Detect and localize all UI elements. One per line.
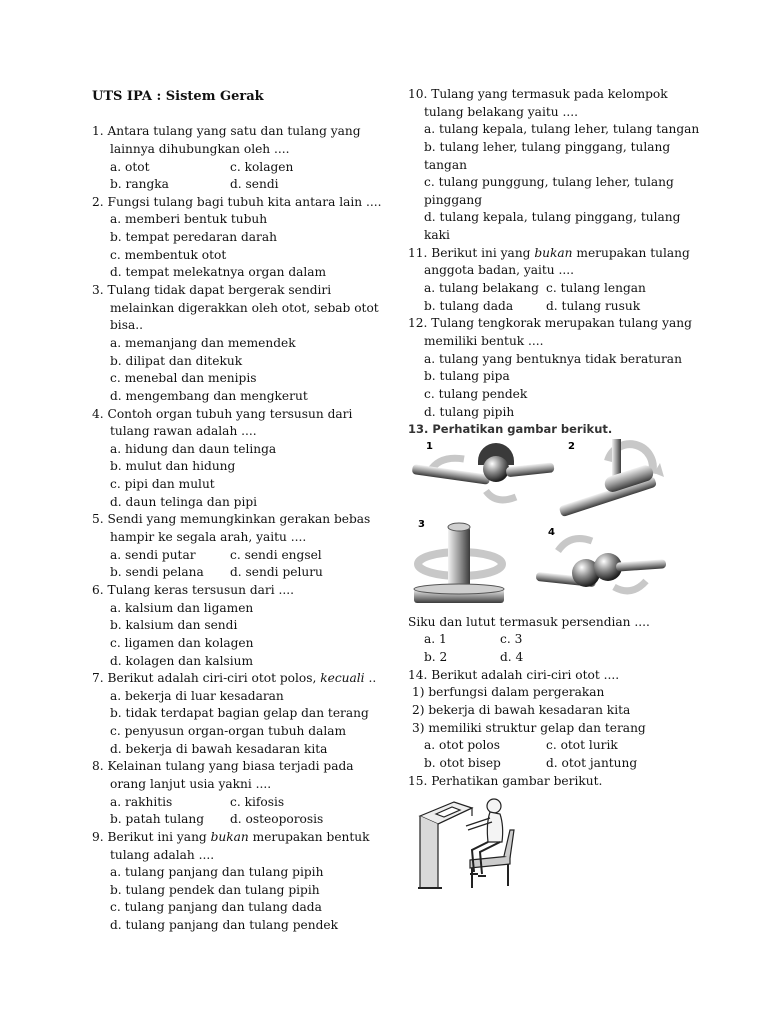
joint-2-hinge [559,439,664,517]
page-title: UTS IPA : Sistem Gerak [92,89,264,104]
option-row [408,649,683,667]
option-cont: tangan [424,157,467,172]
option[interactable]: d. tulang panjang dan tulang pendek [110,918,338,933]
question-10: 10. Tulang yang termasuk pada kelompok [408,87,668,101]
statement-item: 3) memiliki struktur gelap dan terang [412,720,646,735]
question-5-cont: hampir ke segala arah, yaitu .... [110,530,307,545]
question-8: 8. Kelainan tulang yang biasa terjadi pada [92,759,354,774]
left-column [92,86,392,935]
option-row [408,298,683,316]
option[interactable]: d. tulang rusuk [546,298,641,313]
question-13: Siku dan lutut termasuk persendian .... [408,614,650,629]
question-6: 6. Tulang keras tersusun dari .... [92,582,295,597]
option[interactable]: b. sendi pelana [110,565,204,580]
option[interactable]: c. membentuk otot [110,247,227,262]
question-3-cont: melainkan digerakkan oleh otot, sebab otot [110,300,379,315]
option[interactable]: b. 2 [424,650,448,665]
question-3: 3. Tulang tidak dapat bergerak sendiri [92,283,332,298]
question-11: 11. Berikut ini yang bukan merupakan tulang [408,245,690,260]
option[interactable]: a. otot [110,159,150,174]
option[interactable]: d. daun telinga dan pipi [110,494,258,509]
option[interactable]: a. bekerja di luar kesadaran [110,688,284,703]
option[interactable]: a. tulang belakang [424,281,539,296]
option[interactable]: d. 4 [500,650,524,665]
option[interactable]: d. mengembang dan mengkerut [110,388,308,403]
option[interactable]: a. kalsium dan ligamen [110,600,254,615]
option[interactable]: a. sendi putar [110,547,196,562]
option[interactable]: d. osteoporosis [230,812,324,827]
question-7: 7. Berikut adalah ciri-ciri otot polos, kecuali .. [92,671,377,686]
option[interactable]: b. tulang pipa [424,369,510,384]
option[interactable]: b. tulang leher, tulang pinggang, tulang [424,139,671,154]
option[interactable]: c. pipi dan mulut [110,477,215,492]
option[interactable]: b. tulang pendek dan tulang pipih [110,882,320,897]
option-row [408,631,683,649]
option[interactable]: d. otot jantung [546,755,638,770]
joint-4-saddle [536,527,667,591]
option-row [92,159,392,177]
option[interactable]: a. memberi bentuk tubuh [110,212,268,227]
question-15: 15. Perhatikan gambar berikut. [408,773,603,788]
option[interactable]: a. rakhitis [110,794,173,809]
svg-text:2: 2 [568,440,575,452]
svg-text:3: 3 [418,518,425,530]
option[interactable]: d. kolagen dan kalsium [110,653,254,668]
option[interactable]: c. menebal dan menipis [110,371,257,386]
question-12: 12. Tulang tengkorak merupakan tulang yang [408,316,692,331]
option[interactable]: a. tulang kepala, tulang leher, tulang tangan [424,122,700,137]
question-4: 4. Contoh organ tubuh yang tersusun dari [92,406,353,421]
option[interactable]: a. 1 [424,632,447,647]
option[interactable]: a. tulang panjang dan tulang pipih [110,865,324,880]
option[interactable]: b. tempat peredaran darah [110,230,278,245]
question-11-cont: anggota badan, yaitu .... [424,263,574,278]
option[interactable]: a. tulang yang bentuknya tidak beraturan [424,351,682,366]
question-4-cont: tulang rawan adalah .... [110,424,257,439]
option-row [92,176,392,194]
option[interactable]: b. mulut dan hidung [110,459,236,474]
option[interactable]: c. tulang lengan [546,281,646,296]
question-10-cont: tulang belakang yaitu .... [424,104,578,119]
right-column [408,86,700,894]
option[interactable]: c. tulang panjang dan tulang dada [110,900,322,915]
option-cont: pinggang [424,192,483,207]
joint-1-ball-socket [412,441,555,500]
statement-item: 2) bekerja di bawah kesadaran kita [412,703,631,718]
question-13-heading: 13. Perhatikan gambar berikut. [408,422,613,437]
option-row [92,547,392,565]
question-9: 9. Berikut ini yang bukan merupakan bentuk [92,829,370,844]
option-row [408,737,683,755]
question-8-cont: orang lanjut usia yakni .... [110,776,272,791]
option[interactable]: c. tulang punggung, tulang leher, tulang [424,175,674,190]
option[interactable]: d. tulang pipih [424,404,515,419]
option[interactable]: b. patah tulang [110,812,205,827]
option[interactable]: d. tulang kepala, tulang pinggang, tulang [424,210,681,225]
option[interactable]: b. rangka [110,177,169,192]
question-1: 1. Antara tulang yang satu dan tulang yang [92,124,361,139]
option[interactable]: b. tidak terdapat bagian gelap dan terang [110,706,369,721]
option-row [92,794,392,812]
option-row [408,280,683,298]
option-row [92,564,392,582]
option[interactable]: d. sendi [230,177,279,192]
svg-text:4: 4 [548,526,555,538]
option[interactable]: c. sendi engsel [230,547,322,562]
option-cont: kaki [424,228,450,243]
option[interactable]: d. sendi peluru [230,565,323,580]
question-1-cont: lainnya dihubungkan oleh .... [110,141,290,156]
question-12-cont: memiliki bentuk .... [424,333,544,348]
option[interactable]: c. kolagen [230,159,294,174]
option[interactable]: c. penyusun organ-organ tubuh dalam [110,724,347,739]
option[interactable]: c. 3 [500,632,523,647]
joints-figure [408,439,670,614]
option[interactable]: d. tempat melekatnya organ dalam [110,265,327,280]
question-5: 5. Sendi yang memungkinkan gerakan bebas [92,512,371,527]
person-at-desk-figure [414,794,534,894]
option[interactable]: c. ligamen dan kolagen [110,635,254,650]
option[interactable]: b. otot bisep [424,755,501,770]
option[interactable]: a. memanjang dan memendek [110,335,296,350]
joint-3-pivot [414,519,504,603]
option[interactable]: a. hidung dan daun telinga [110,441,277,456]
option[interactable]: c. otot lurik [546,738,618,753]
option[interactable]: c. kifosis [230,794,285,809]
question-9-cont: tulang adalah .... [110,847,215,862]
option[interactable]: b. tulang dada [424,298,514,313]
option[interactable]: b. kalsium dan sendi [110,618,238,633]
option[interactable]: b. dilipat dan ditekuk [110,353,243,368]
question-3-cont: bisa.. [110,318,143,333]
question-14: 14. Berikut adalah ciri-ciri otot .... [408,667,620,682]
option-row [92,811,392,829]
statement-item: 1) berfungsi dalam pergerakan [412,685,605,700]
question-2: 2. Fungsi tulang bagi tubuh kita antara lain .... [92,194,382,209]
svg-text:1: 1 [426,440,433,452]
option[interactable]: a. otot polos [424,738,500,753]
option-row [408,755,683,773]
option[interactable]: c. tulang pendek [424,386,528,401]
option[interactable]: d. bekerja di bawah kesadaran kita [110,741,328,756]
